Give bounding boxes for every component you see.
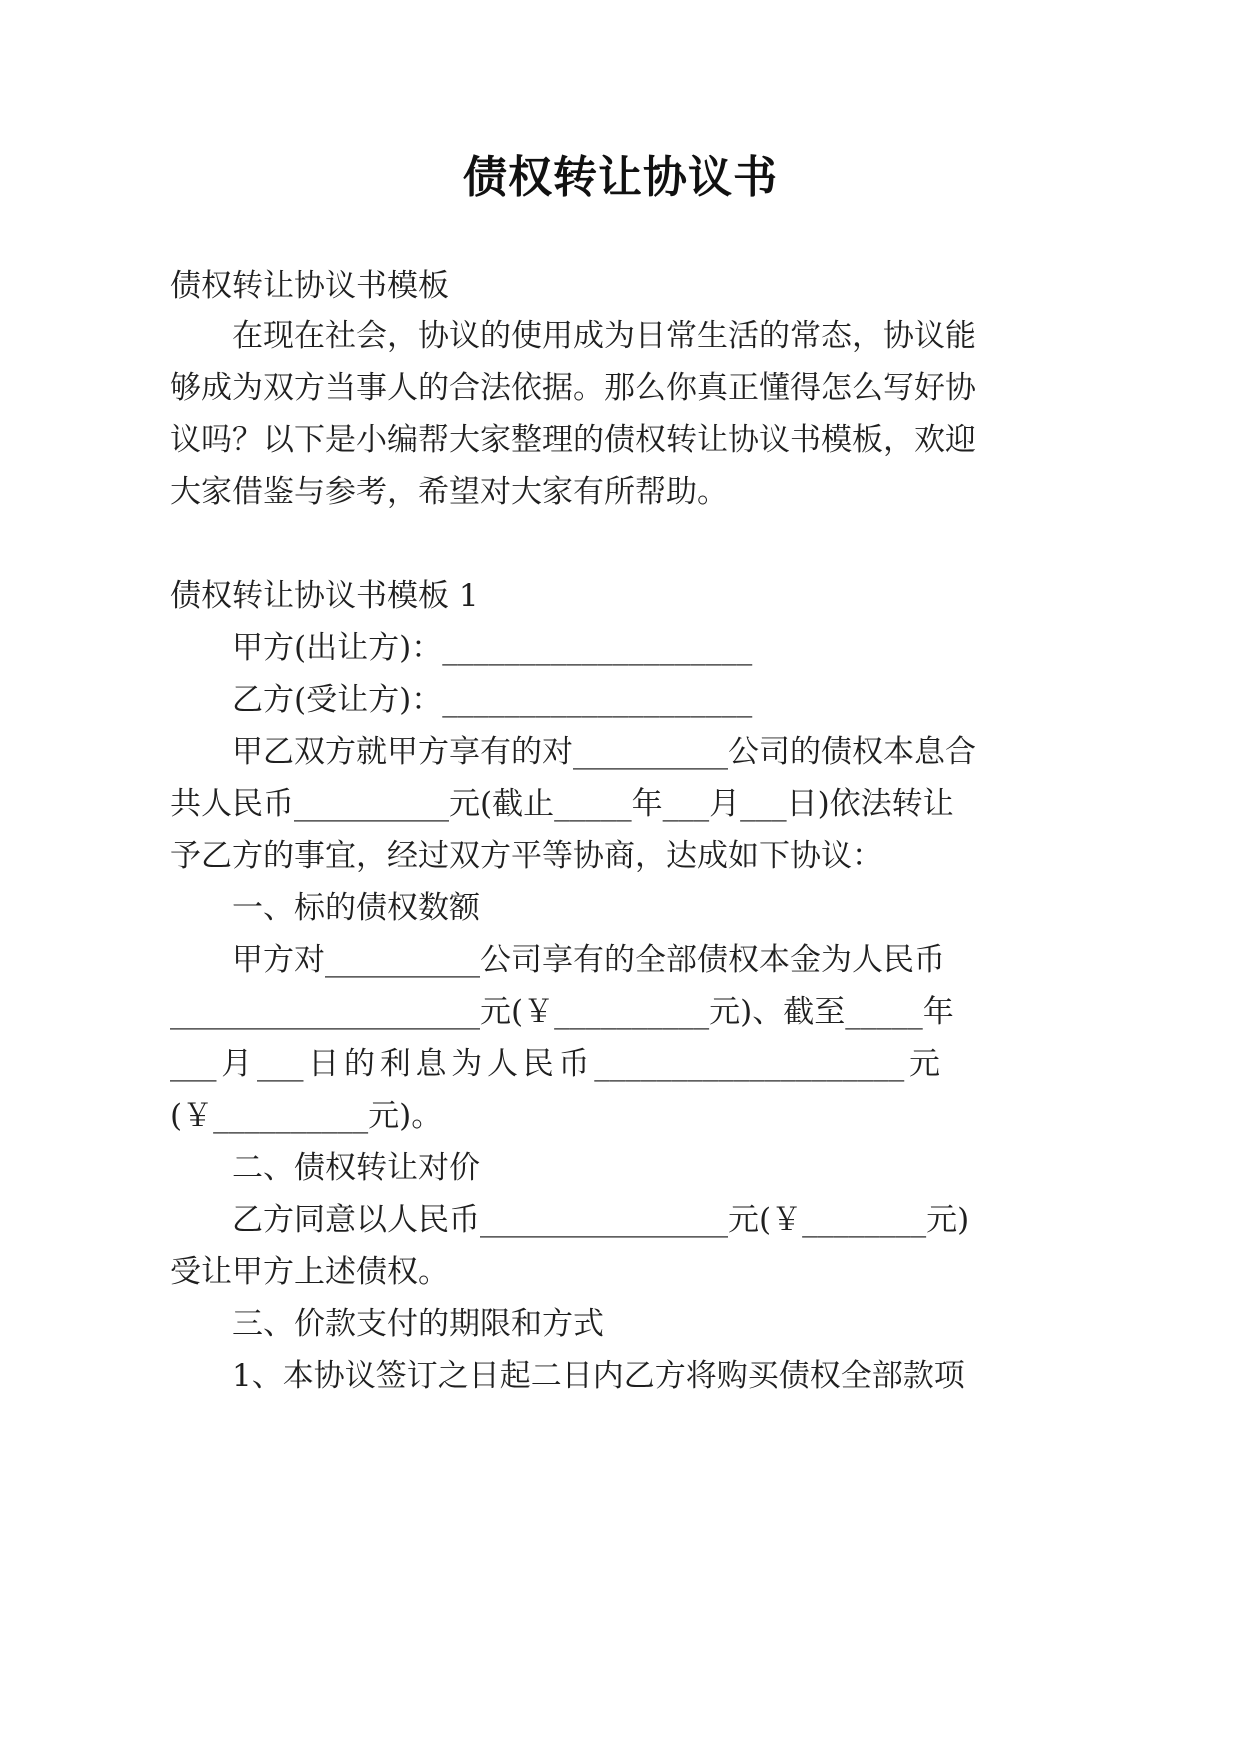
paragraph-line <box>0 472 1241 592</box>
paragraph-text: 共人民币__________元(截止_____年___月___日)依法转让 <box>170 786 954 822</box>
heading-text: 债权转让协议书模板 <box>170 268 449 304</box>
paragraph-text: 受让甲方上述债权。 <box>170 1254 449 1290</box>
paragraph-text: 甲方对__________公司享有的全部债权本金为人民币 <box>232 942 945 978</box>
party-a-text: 甲方(出让方)：____________________ <box>232 630 753 666</box>
paragraph-text: 够成为双方当事人的合法依据。那么你真正懂得怎么写好协 <box>170 370 976 406</box>
paragraph-text: 予乙方的事宜，经过双方平等协商，达成如下协议： <box>170 838 883 874</box>
paragraph-text: (￥__________元)。 <box>170 1098 443 1134</box>
heading-text: 债权转让协议书模板 1 <box>170 578 479 614</box>
paragraph-text: 乙方同意以人民币________________元(￥________元) <box>232 1202 970 1238</box>
clause-heading-text: 一、标的债权数额 <box>232 890 480 926</box>
paragraph-text: 在现在社会，协议的使用成为日常生活的常态，协议能 <box>232 318 976 354</box>
clause-heading-text: 二、债权转让对价 <box>232 1150 480 1186</box>
paragraph-text: 大家借鉴与参考，希望对大家有所帮助。 <box>170 474 728 510</box>
paragraph-text: 甲乙双方就甲方享有的对__________公司的债权本息合 <box>232 734 976 770</box>
paragraph-text: 议吗？以下是小编帮大家整理的债权转让协议书模板，欢迎 <box>170 422 976 458</box>
paragraph-text: ____________________元(￥__________元)、截至_____年 <box>170 994 954 1030</box>
paragraph-text: 1、本协议签订之日起二日内乙方将购买债权全部款项 <box>232 1358 965 1394</box>
clause-heading-text: 三、价款支付的期限和方式 <box>232 1306 604 1342</box>
paragraph-line <box>0 1356 1241 1476</box>
document-title: 债权转让协议书 <box>463 152 778 203</box>
paragraph-text: ___月___日的利息为人民币____________________元 <box>170 1046 940 1082</box>
party-b-text: 乙方(受让方)：____________________ <box>232 682 753 718</box>
